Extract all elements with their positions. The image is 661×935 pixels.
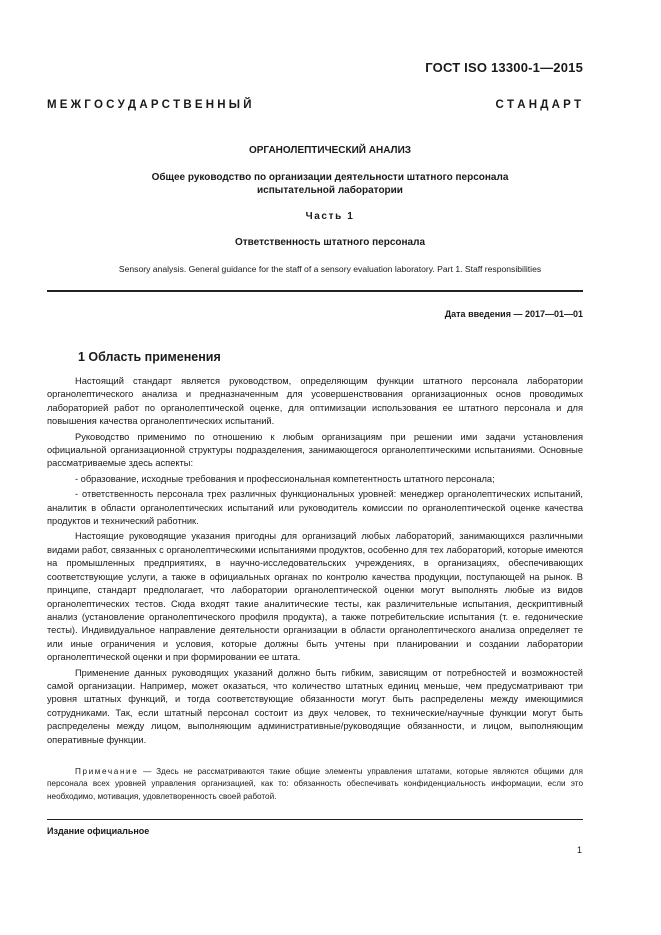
edition-label: Издание официальное [47, 826, 150, 836]
part-name: Ответственность штатного персонала [234, 237, 426, 248]
page-number: 1 [577, 845, 583, 855]
footer-divider [47, 819, 583, 820]
note-text: — Здесь не рассматриваются такие общие элементы управления штатами, которые являются общими для персонала всех уровней управления организацией, как то: обязанность обеспечивать конфиденциальность информации, если это необходимо, мотивация, удовлетворенность своей работой. [47, 767, 583, 801]
list-item-2: - ответственность персонала трех различных функциональных уровней: менеджер органолептических испытаний, аналитик в области органолептических испытаний или руководитель комиссии по органолептической оценке качества продуктов и технический работник. [47, 489, 583, 527]
header-divider [47, 290, 583, 292]
english-title: Sensory analysis. General guidance for the staff of a sensory evaluation laboratory. Part 1. Staff responsibilities [118, 264, 542, 274]
paragraph-1: Настоящий стандарт является руководством, определяющим функции штатного персонала лаборатории органолептического анализа и предназначенным для усовершенствования организационных основ проводимых лабораторией работ по органолептической оценке, для оптимизации использования ее штатного персонала и для повышения качества органолептических испытаний. [47, 376, 583, 427]
paragraph-4: Применение данных руководящих указаний должно быть гибким, зависящим от потребностей и возможностей самой организации. Например, может оказаться, что количество штатных единиц меньше, чем предусматривают три уровня штатных функций, и тогда соответствующие обязанности могут быть распределены между имеющимися сотрудниками. Так, если штатный персонал состоит из двух человек, то технические/научные функции могут быть распределены между лицом, выполняющим административные/руководящие обязанности, и лицом, выполняющим оперативные функции. [47, 667, 583, 745]
section-heading: 1 Область применения [78, 350, 221, 364]
subtitle-line-1: Общее руководство по организации деятельности штатного персонала [151, 172, 509, 183]
paragraph-2: Руководство применимо по отношению к любым организациям при решении ими задачи установления официальной организационной структуры подразделения, занимающегося органолептическими испытаниями. Основные рассматриваемые здесь аспекты: [47, 431, 583, 469]
section-body [47, 375, 583, 749]
standard-type-line [47, 99, 581, 111]
part-label: Часть 1 [305, 211, 355, 222]
standard-type-left: М Е Ж Г О С У Д А Р С Т В Е Н Н Ы Й [47, 99, 252, 111]
subtitle-line-2: испытательной лаборатории [257, 185, 403, 196]
note [47, 766, 583, 803]
list-item-1: - образование, исходные требования и профессиональная компетентность штатного персонала; [75, 473, 495, 484]
document-id: ГОСТ ISO 13300-1—2015 [425, 60, 583, 75]
paragraph-3: Настоящие руководящие указания пригодны для организаций любых лабораторий, занимающихся различными видами работ, связанных с органолептическими испытаниями продуктов, особенно для тех лабораторий, которые имеются на промышленных предприятиях, в научно-исследовательских учреждениях, в организациях, обеспечивающих соответствующие услуги, а также в официальных органах по контролю качества продукции, поступающей на рынок. В принципе, стандарт предполагает, что лаборатории органолептической оценки могут выполнять любые из видов органолептических тестов. Сюда входят такие аналитические тесты, как различительные испытания, дескриптивный анализ (установление органолептического профиля продукта), а также потребительские испытания (т. е. гедонические тесты). Индивидуальное направление деятельности организации в области органолептического анализа определяет те или иные ограничения и условия, которые должны быть учтены при планировании и создании лаборатории органолептической оценки и при формировании ее штата. [47, 531, 583, 663]
document-subtitle [47, 171, 613, 197]
note-label: Примечание [75, 767, 139, 776]
introduction-date: Дата введения — 2017—01—01 [444, 309, 583, 319]
standard-type-right: С Т А Н Д А Р Т [495, 99, 581, 111]
document-title: ОРГАНОЛЕПТИЧЕСКИЙ АНАЛИЗ [248, 145, 412, 156]
